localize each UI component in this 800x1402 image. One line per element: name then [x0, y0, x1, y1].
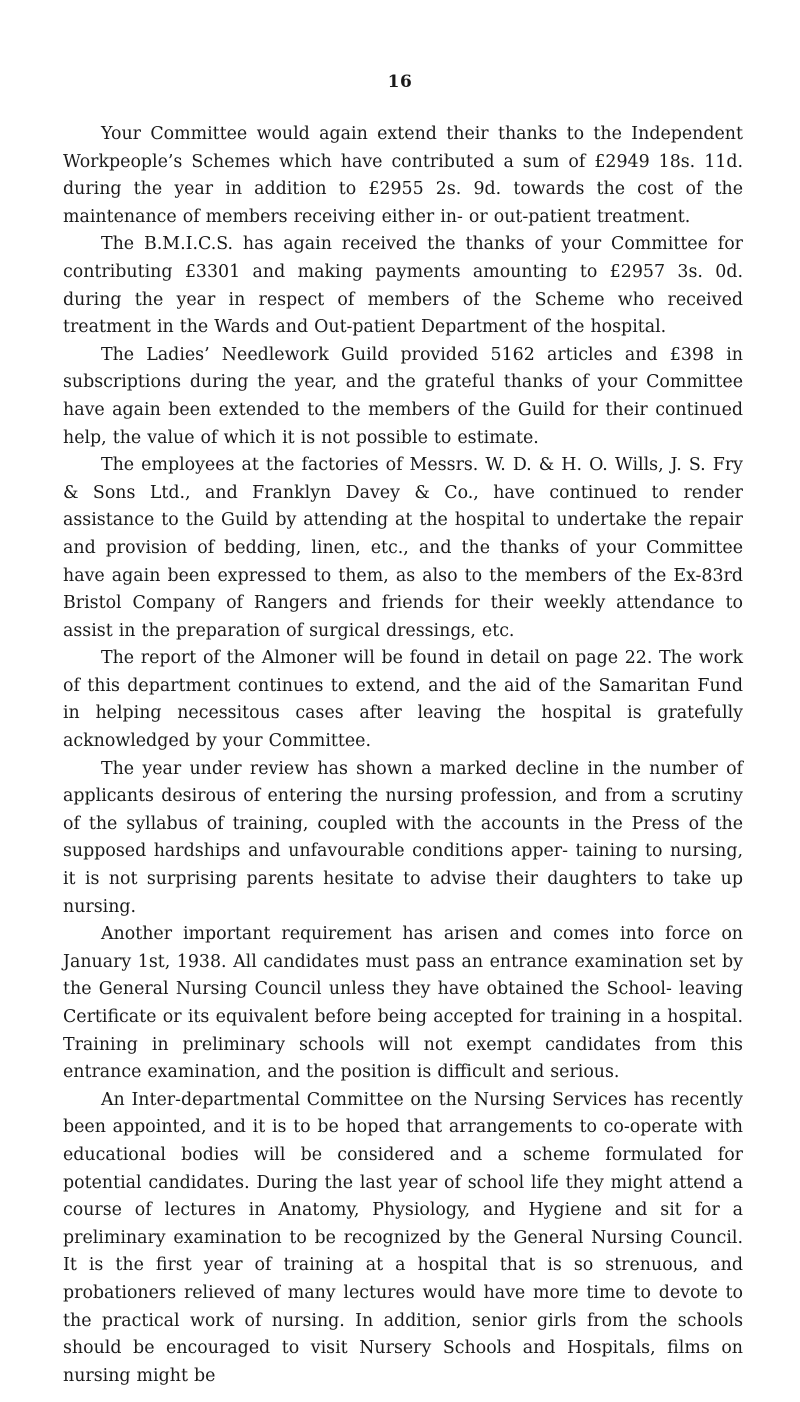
paragraph-needlework-guild: The Ladies’ Needlework Guild provided 5162 articles and £398 in subscriptions during the year, and the grateful thanks of your Committee have again been extended to the members of the Guild for their continued help, the value of which it is not possible to estimate. — [63, 344, 743, 448]
paragraph-factory-employees: The employees at the factories of Messrs. W. D. & H. O. Wills, J. S. Fry & Sons Ltd., and Franklyn Davey & Co., have continued to render assistance to the Guild by attending at the hospital to undertake the repair and provision of bedding, linen, etc., and the thanks of your Committee have again been expressed to them, as also to the members of the Ex-83rd Bristol Company of Rangers and friends for their weekly attendance to assist in the preparation of surgical dressings, etc. — [63, 455, 743, 641]
paragraph-nursing-decline: The year under review has shown a marked decline in the number of applicants desirous of entering the nursing profession, and from a scrutiny of the syllabus of training, coupled with the accounts in the Press of the supposed hardships and unfavourable conditions apper- taining to nursing, it is not surprising parents hesitate to advise their daughters to take up nursing. — [63, 758, 743, 917]
paragraph-entrance-examination: Another important requirement has arisen and comes into force on January 1st, 1938. All candidates must pass an entrance examination set by the General Nursing Council unless they have obtained the School- leaving Certificate or its equivalent before being accepted for training in a hospital. Training in preliminary schools will not exempt candidates from this entrance examination, and the position is difficult and serious. — [63, 924, 743, 1083]
paragraph-bmics: The B.M.I.C.S. has again received the thanks of your Committee for contributing £3301 and making payments amounting to £2957 3s. 0d. during the year in respect of members of the Scheme who received treatment in the Wards and Out-patient Department of the hospital. — [63, 234, 743, 338]
body-text — [63, 121, 743, 1390]
page-number: 16 — [387, 72, 413, 92]
paragraph-inter-departmental-committee: An Inter-departmental Committee on the Nursing Services has recently been appointed, and it is to be hoped that arrangements to co-operate with educational bodies will be considered and a scheme formulated for potential candidates. During the last year of school life they might attend a course of lectures in Anatomy, Physiology, and Hygiene and sit for a preliminary examination to be recognized by the General Nursing Council. It is the first year of training at a hospital that is so strenuous, and probationers relieved of many lectures would have more time to devote to the practical work of nursing. In addition, senior girls from the schools should be encouraged to visit Nursery Schools and Hospitals, films on nursing might be — [63, 1089, 743, 1386]
paragraph-almoner-report: The report of the Almoner will be found in detail on page 22. The work of this department continues to extend, and the aid of the Samaritan Fund in helping necessitous cases after leaving the hospital is gratefully acknowledged by your Committee. — [63, 648, 743, 752]
paragraph-independent-workpeople: Your Committee would again extend their thanks to the Independent Workpeople’s Schemes which have contributed a sum of £2949 18s. 11d. during the year in addition to £2955 2s. 9d. towards the cost of the maintenance of members receiving either in- or out-patient treatment. — [63, 124, 743, 227]
